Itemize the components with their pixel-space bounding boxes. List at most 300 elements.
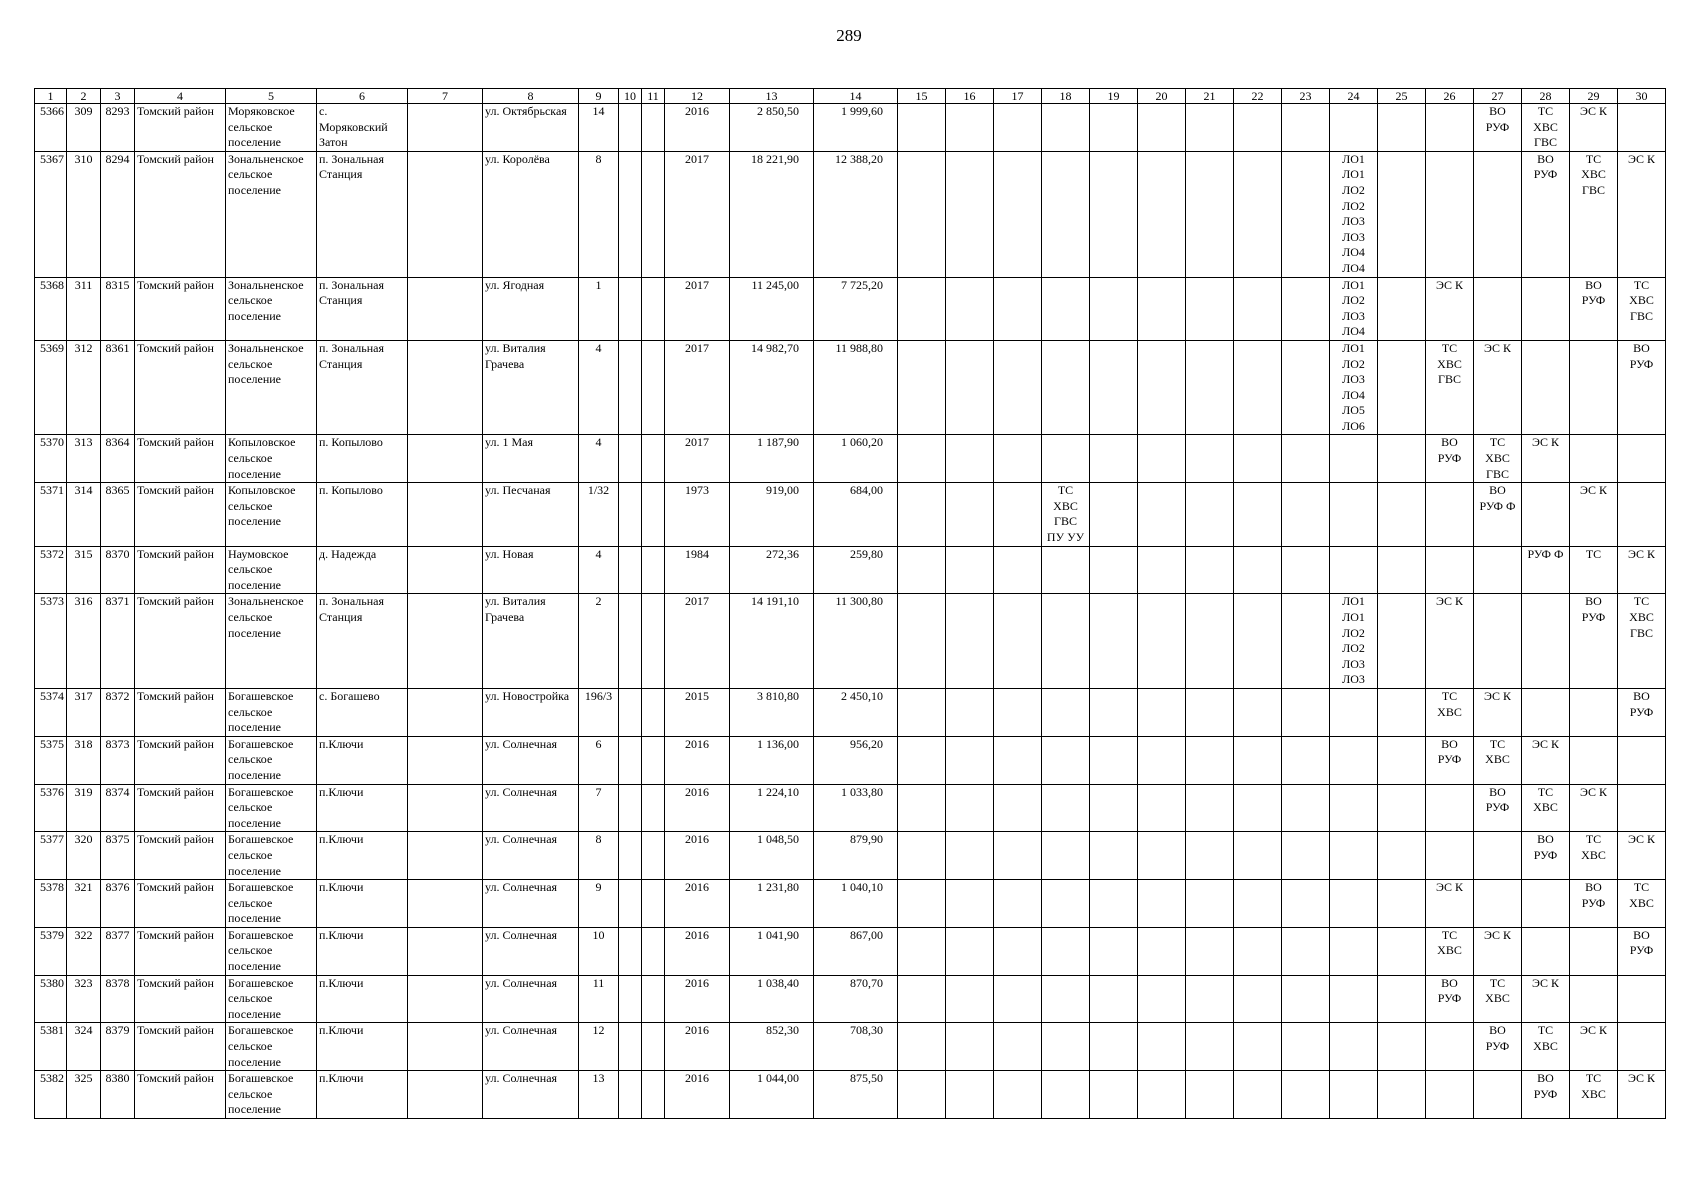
table-row: [35, 594, 1666, 689]
cell-col-28: ЭС К: [1522, 435, 1570, 483]
cell-col-23: [1282, 594, 1330, 689]
cell-col-18: [1042, 104, 1090, 152]
cell-col-20: [1138, 880, 1186, 928]
column-header-10: 10: [619, 89, 642, 104]
cell-col-23: [1282, 277, 1330, 340]
cell-col-16: [946, 151, 994, 277]
cell-col-16: [946, 975, 994, 1023]
cell-col-22: [1234, 975, 1282, 1023]
column-header-24: 24: [1330, 89, 1378, 104]
cell-col-2: 312: [67, 340, 101, 435]
cell-col-14: 879,90: [814, 832, 898, 880]
cell-col-1: 5373: [35, 594, 67, 689]
cell-col-20: [1138, 688, 1186, 736]
cell-col-13: 272,36: [730, 546, 814, 594]
cell-col-20: [1138, 104, 1186, 152]
cell-col-12: 2016: [665, 784, 730, 832]
cell-col-13: 919,00: [730, 483, 814, 546]
cell-col-26: ВО РУФ: [1426, 975, 1474, 1023]
cell-col-2: 313: [67, 435, 101, 483]
cell-col-2: 311: [67, 277, 101, 340]
cell-col-17: [994, 1023, 1042, 1071]
cell-col-2: 323: [67, 975, 101, 1023]
register-table-wrapper: [34, 88, 1666, 1119]
cell-col-8: ул. Октябрьская: [483, 104, 579, 152]
cell-col-22: [1234, 546, 1282, 594]
cell-col-9: 6: [579, 736, 619, 784]
cell-col-4: Томский район: [135, 927, 226, 975]
cell-col-28: [1522, 340, 1570, 435]
cell-col-18: [1042, 546, 1090, 594]
cell-col-23: [1282, 880, 1330, 928]
cell-col-22: [1234, 151, 1282, 277]
cell-col-24: ЛО1 ЛО1 ЛО2 ЛО2 ЛО3 ЛО3 ЛО4 ЛО4: [1330, 151, 1378, 277]
cell-col-20: [1138, 435, 1186, 483]
column-header-22: 22: [1234, 89, 1282, 104]
cell-col-26: [1426, 784, 1474, 832]
cell-col-28: ВО РУФ: [1522, 151, 1570, 277]
column-header-8: 8: [483, 89, 579, 104]
cell-col-12: 2017: [665, 435, 730, 483]
cell-col-10: [619, 975, 642, 1023]
cell-col-29: ТС ХВС: [1570, 1071, 1618, 1119]
cell-col-7: [408, 880, 483, 928]
cell-col-30: ВО РУФ: [1618, 340, 1666, 435]
cell-col-10: [619, 880, 642, 928]
cell-col-4: Томский район: [135, 1023, 226, 1071]
cell-col-19: [1090, 1023, 1138, 1071]
cell-col-8: ул. Солнечная: [483, 1071, 579, 1119]
cell-col-9: 10: [579, 927, 619, 975]
cell-col-12: 2016: [665, 1023, 730, 1071]
cell-col-26: ЭС К: [1426, 594, 1474, 689]
cell-col-5: Богашевское сельское поселение: [226, 975, 317, 1023]
cell-col-26: [1426, 1023, 1474, 1071]
cell-col-14: 956,20: [814, 736, 898, 784]
cell-col-27: [1474, 277, 1522, 340]
cell-col-27: ВО РУФ Ф: [1474, 483, 1522, 546]
cell-col-15: [898, 688, 946, 736]
cell-col-8: ул. Песчаная: [483, 483, 579, 546]
column-header-17: 17: [994, 89, 1042, 104]
cell-col-12: 2017: [665, 340, 730, 435]
cell-col-23: [1282, 736, 1330, 784]
cell-col-25: [1378, 483, 1426, 546]
cell-col-18: [1042, 435, 1090, 483]
column-header-6: 6: [317, 89, 408, 104]
cell-col-2: 316: [67, 594, 101, 689]
cell-col-18: [1042, 784, 1090, 832]
cell-col-20: [1138, 340, 1186, 435]
cell-col-18: [1042, 1071, 1090, 1119]
cell-col-9: 12: [579, 1023, 619, 1071]
cell-col-10: [619, 340, 642, 435]
cell-col-27: [1474, 1071, 1522, 1119]
cell-col-26: [1426, 546, 1474, 594]
cell-col-24: ЛО1 ЛО1 ЛО2 ЛО2 ЛО3 ЛО3: [1330, 594, 1378, 689]
cell-col-21: [1186, 975, 1234, 1023]
cell-col-29: ЭС К: [1570, 1023, 1618, 1071]
cell-col-11: [642, 546, 665, 594]
cell-col-17: [994, 340, 1042, 435]
cell-col-29: [1570, 435, 1618, 483]
cell-col-8: ул. Новостройка: [483, 688, 579, 736]
cell-col-19: [1090, 151, 1138, 277]
cell-col-13: 3 810,80: [730, 688, 814, 736]
cell-col-13: 14 191,10: [730, 594, 814, 689]
cell-col-14: 1 060,20: [814, 435, 898, 483]
cell-col-24: ЛО1 ЛО2 ЛО3 ЛО4 ЛО5 ЛО6: [1330, 340, 1378, 435]
cell-col-11: [642, 104, 665, 152]
cell-col-22: [1234, 736, 1282, 784]
cell-col-28: ЭС К: [1522, 736, 1570, 784]
cell-col-21: [1186, 832, 1234, 880]
cell-col-18: [1042, 880, 1090, 928]
cell-col-6: п.Ключи: [317, 927, 408, 975]
cell-col-4: Томский район: [135, 594, 226, 689]
cell-col-22: [1234, 1023, 1282, 1071]
cell-col-26: ЭС К: [1426, 277, 1474, 340]
cell-col-3: 8372: [101, 688, 135, 736]
cell-col-21: [1186, 151, 1234, 277]
column-header-21: 21: [1186, 89, 1234, 104]
column-header-27: 27: [1474, 89, 1522, 104]
cell-col-26: ЭС К: [1426, 880, 1474, 928]
cell-col-25: [1378, 736, 1426, 784]
cell-col-19: [1090, 483, 1138, 546]
table-row: [35, 880, 1666, 928]
cell-col-24: [1330, 736, 1378, 784]
cell-col-13: 1 041,90: [730, 927, 814, 975]
cell-col-14: 684,00: [814, 483, 898, 546]
column-header-23: 23: [1282, 89, 1330, 104]
cell-col-29: ВО РУФ: [1570, 594, 1618, 689]
cell-col-4: Томский район: [135, 832, 226, 880]
table-row: [35, 151, 1666, 277]
cell-col-11: [642, 927, 665, 975]
cell-col-18: [1042, 688, 1090, 736]
cell-col-6: п.Ключи: [317, 1023, 408, 1071]
cell-col-23: [1282, 688, 1330, 736]
cell-col-7: [408, 927, 483, 975]
cell-col-14: 2 450,10: [814, 688, 898, 736]
cell-col-15: [898, 832, 946, 880]
cell-col-16: [946, 832, 994, 880]
column-header-14: 14: [814, 89, 898, 104]
cell-col-29: ТС ХВС ГВС: [1570, 151, 1618, 277]
cell-col-20: [1138, 832, 1186, 880]
cell-col-15: [898, 1071, 946, 1119]
cell-col-8: ул. Солнечная: [483, 736, 579, 784]
cell-col-4: Томский район: [135, 435, 226, 483]
cell-col-11: [642, 1023, 665, 1071]
cell-col-3: 8364: [101, 435, 135, 483]
cell-col-11: [642, 688, 665, 736]
cell-col-28: ТС ХВС ГВС: [1522, 104, 1570, 152]
cell-col-25: [1378, 1023, 1426, 1071]
cell-col-5: Зональненское сельское поселение: [226, 277, 317, 340]
cell-col-21: [1186, 688, 1234, 736]
cell-col-13: 1 048,50: [730, 832, 814, 880]
cell-col-4: Томский район: [135, 784, 226, 832]
cell-col-1: 5371: [35, 483, 67, 546]
cell-col-30: [1618, 975, 1666, 1023]
cell-col-14: 11 300,80: [814, 594, 898, 689]
cell-col-7: [408, 688, 483, 736]
cell-col-5: Наумовское сельское поселение: [226, 546, 317, 594]
cell-col-8: ул. 1 Мая: [483, 435, 579, 483]
cell-col-15: [898, 594, 946, 689]
cell-col-29: [1570, 736, 1618, 784]
cell-col-23: [1282, 104, 1330, 152]
column-header-7: 7: [408, 89, 483, 104]
cell-col-17: [994, 435, 1042, 483]
cell-col-23: [1282, 546, 1330, 594]
cell-col-24: [1330, 435, 1378, 483]
cell-col-4: Томский район: [135, 104, 226, 152]
cell-col-2: 324: [67, 1023, 101, 1071]
cell-col-27: ВО РУФ: [1474, 1023, 1522, 1071]
cell-col-19: [1090, 104, 1138, 152]
cell-col-10: [619, 736, 642, 784]
cell-col-26: ВО РУФ: [1426, 736, 1474, 784]
column-header-9: 9: [579, 89, 619, 104]
column-header-29: 29: [1570, 89, 1618, 104]
table-row: [35, 340, 1666, 435]
cell-col-13: 14 982,70: [730, 340, 814, 435]
column-header-20: 20: [1138, 89, 1186, 104]
cell-col-17: [994, 927, 1042, 975]
cell-col-16: [946, 880, 994, 928]
cell-col-30: [1618, 435, 1666, 483]
cell-col-7: [408, 1023, 483, 1071]
cell-col-17: [994, 736, 1042, 784]
cell-col-17: [994, 975, 1042, 1023]
cell-col-5: Копыловское сельское поселение: [226, 435, 317, 483]
cell-col-1: 5366: [35, 104, 67, 152]
cell-col-1: 5368: [35, 277, 67, 340]
cell-col-22: [1234, 104, 1282, 152]
cell-col-30: [1618, 483, 1666, 546]
cell-col-10: [619, 1023, 642, 1071]
cell-col-17: [994, 594, 1042, 689]
cell-col-22: [1234, 277, 1282, 340]
cell-col-29: [1570, 340, 1618, 435]
cell-col-15: [898, 1023, 946, 1071]
cell-col-4: Томский район: [135, 483, 226, 546]
cell-col-23: [1282, 151, 1330, 277]
cell-col-28: ВО РУФ: [1522, 832, 1570, 880]
cell-col-15: [898, 784, 946, 832]
cell-col-12: 2016: [665, 104, 730, 152]
cell-col-1: 5378: [35, 880, 67, 928]
cell-col-18: [1042, 277, 1090, 340]
cell-col-15: [898, 483, 946, 546]
cell-col-16: [946, 483, 994, 546]
cell-col-27: [1474, 546, 1522, 594]
cell-col-29: ЭС К: [1570, 784, 1618, 832]
cell-col-16: [946, 927, 994, 975]
cell-col-28: [1522, 483, 1570, 546]
cell-col-15: [898, 340, 946, 435]
cell-col-22: [1234, 1071, 1282, 1119]
cell-col-6: с. Богашево: [317, 688, 408, 736]
cell-col-5: Зональненское сельское поселение: [226, 594, 317, 689]
cell-col-16: [946, 1023, 994, 1071]
cell-col-8: ул. Солнечная: [483, 975, 579, 1023]
cell-col-20: [1138, 151, 1186, 277]
cell-col-18: [1042, 594, 1090, 689]
cell-col-30: [1618, 736, 1666, 784]
cell-col-15: [898, 880, 946, 928]
cell-col-13: 1 224,10: [730, 784, 814, 832]
cell-col-28: ТС ХВС: [1522, 784, 1570, 832]
cell-col-18: [1042, 975, 1090, 1023]
cell-col-7: [408, 594, 483, 689]
cell-col-2: 318: [67, 736, 101, 784]
cell-col-25: [1378, 104, 1426, 152]
cell-col-20: [1138, 1023, 1186, 1071]
column-header-5: 5: [226, 89, 317, 104]
cell-col-17: [994, 832, 1042, 880]
cell-col-26: ВО РУФ: [1426, 435, 1474, 483]
cell-col-3: 8380: [101, 1071, 135, 1119]
cell-col-9: 8: [579, 151, 619, 277]
column-header-13: 13: [730, 89, 814, 104]
cell-col-30: ЭС К: [1618, 546, 1666, 594]
cell-col-24: [1330, 784, 1378, 832]
cell-col-6: п.Ключи: [317, 784, 408, 832]
cell-col-21: [1186, 736, 1234, 784]
cell-col-6: п. Зональная Станция: [317, 277, 408, 340]
cell-col-26: [1426, 104, 1474, 152]
cell-col-30: ТС ХВС: [1618, 880, 1666, 928]
cell-col-27: ЭС К: [1474, 340, 1522, 435]
cell-col-13: 1 044,00: [730, 1071, 814, 1119]
cell-col-24: ЛО1 ЛО2 ЛО3 ЛО4: [1330, 277, 1378, 340]
cell-col-11: [642, 1071, 665, 1119]
cell-col-14: 1 999,60: [814, 104, 898, 152]
cell-col-1: 5381: [35, 1023, 67, 1071]
cell-col-18: ТС ХВС ГВС ПУ УУ: [1042, 483, 1090, 546]
cell-col-29: ЭС К: [1570, 104, 1618, 152]
cell-col-15: [898, 736, 946, 784]
cell-col-9: 1/32: [579, 483, 619, 546]
cell-col-24: [1330, 832, 1378, 880]
cell-col-1: 5370: [35, 435, 67, 483]
cell-col-28: ВО РУФ: [1522, 1071, 1570, 1119]
cell-col-7: [408, 104, 483, 152]
cell-col-25: [1378, 340, 1426, 435]
cell-col-23: [1282, 1023, 1330, 1071]
cell-col-10: [619, 594, 642, 689]
cell-col-26: [1426, 1071, 1474, 1119]
cell-col-11: [642, 483, 665, 546]
cell-col-21: [1186, 435, 1234, 483]
cell-col-11: [642, 594, 665, 689]
cell-col-22: [1234, 340, 1282, 435]
cell-col-29: ВО РУФ: [1570, 277, 1618, 340]
cell-col-25: [1378, 546, 1426, 594]
cell-col-3: 8365: [101, 483, 135, 546]
cell-col-28: [1522, 880, 1570, 928]
cell-col-17: [994, 277, 1042, 340]
cell-col-1: 5382: [35, 1071, 67, 1119]
cell-col-9: 14: [579, 104, 619, 152]
cell-col-26: ТС ХВС: [1426, 688, 1474, 736]
cell-col-7: [408, 832, 483, 880]
cell-col-24: [1330, 1023, 1378, 1071]
cell-col-10: [619, 435, 642, 483]
cell-col-6: п. Зональная Станция: [317, 151, 408, 277]
cell-col-3: 8378: [101, 975, 135, 1023]
cell-col-9: 9: [579, 880, 619, 928]
cell-col-3: 8379: [101, 1023, 135, 1071]
cell-col-6: п. Копылово: [317, 483, 408, 546]
cell-col-8: ул. Солнечная: [483, 784, 579, 832]
column-header-19: 19: [1090, 89, 1138, 104]
cell-col-22: [1234, 435, 1282, 483]
cell-col-2: 310: [67, 151, 101, 277]
cell-col-12: 2016: [665, 927, 730, 975]
cell-col-24: [1330, 975, 1378, 1023]
cell-col-6: п. Зональная Станция: [317, 594, 408, 689]
cell-col-30: [1618, 784, 1666, 832]
column-header-3: 3: [101, 89, 135, 104]
cell-col-7: [408, 151, 483, 277]
cell-col-10: [619, 151, 642, 277]
cell-col-20: [1138, 784, 1186, 832]
cell-col-30: ЭС К: [1618, 151, 1666, 277]
cell-col-22: [1234, 483, 1282, 546]
cell-col-7: [408, 340, 483, 435]
cell-col-29: [1570, 975, 1618, 1023]
cell-col-14: 259,80: [814, 546, 898, 594]
cell-col-10: [619, 832, 642, 880]
column-header-18: 18: [1042, 89, 1090, 104]
table-row: [35, 832, 1666, 880]
column-header-12: 12: [665, 89, 730, 104]
cell-col-1: 5369: [35, 340, 67, 435]
cell-col-14: 870,70: [814, 975, 898, 1023]
cell-col-12: 2016: [665, 975, 730, 1023]
cell-col-8: ул. Солнечная: [483, 927, 579, 975]
cell-col-4: Томский район: [135, 975, 226, 1023]
cell-col-8: ул. Солнечная: [483, 832, 579, 880]
cell-col-2: 321: [67, 880, 101, 928]
cell-col-4: Томский район: [135, 1071, 226, 1119]
cell-col-29: [1570, 927, 1618, 975]
cell-col-3: 8375: [101, 832, 135, 880]
cell-col-19: [1090, 688, 1138, 736]
table-row: [35, 688, 1666, 736]
cell-col-18: [1042, 832, 1090, 880]
cell-col-16: [946, 340, 994, 435]
cell-col-19: [1090, 546, 1138, 594]
cell-col-15: [898, 546, 946, 594]
cell-col-27: ЭС К: [1474, 927, 1522, 975]
cell-col-26: ТС ХВС: [1426, 927, 1474, 975]
cell-col-7: [408, 1071, 483, 1119]
cell-col-22: [1234, 594, 1282, 689]
cell-col-2: 320: [67, 832, 101, 880]
cell-col-3: 8361: [101, 340, 135, 435]
table-row: [35, 277, 1666, 340]
cell-col-2: 322: [67, 927, 101, 975]
cell-col-25: [1378, 1071, 1426, 1119]
cell-col-1: 5367: [35, 151, 67, 277]
table-row: [35, 435, 1666, 483]
